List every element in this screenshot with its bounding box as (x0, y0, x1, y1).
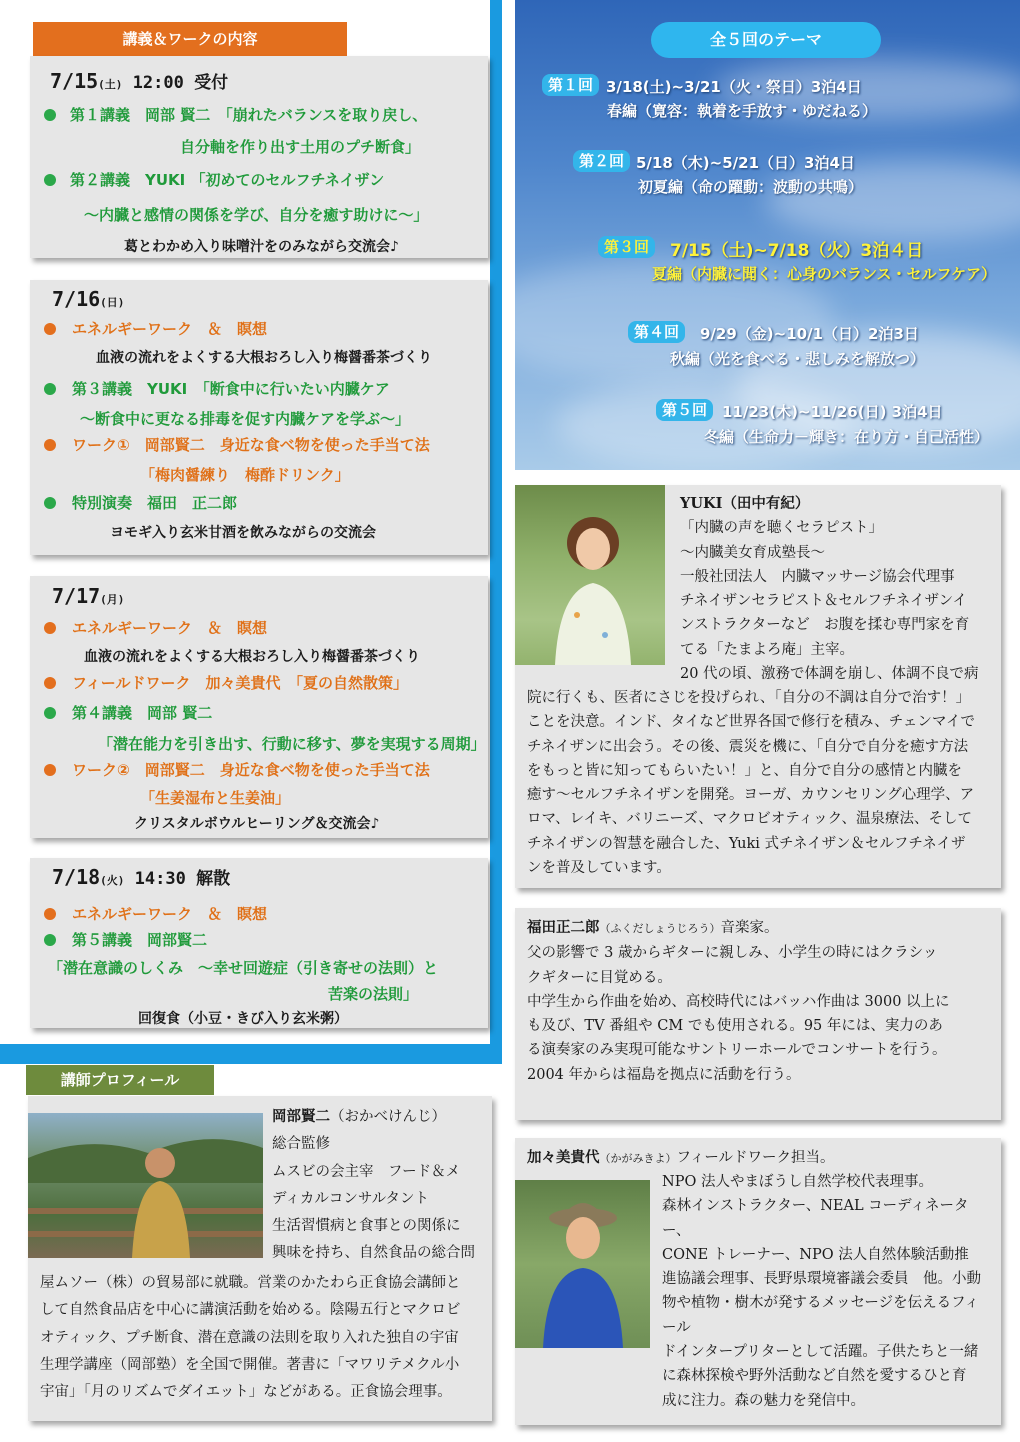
day2-line-4: ～断食中に更なる排毒を促す内臓ケアを学ぶ～」 (80, 410, 411, 428)
bullet-icon (44, 707, 56, 719)
day2-line-5: ワーク① 岡部賢二 身近な食べ物を使った手当て法 (72, 436, 430, 454)
kagami-profile-text: NPO 法人やまぼうし自然学校代表理事。 森林インストラクター、NEAL コーディネータ ー、 CONE トレーナー、NPO 法人自然体験活動推 進協議会理事、長野県環境審議会委員 他。小動 物や植物・樹木が発するメッセージを伝えるフィ ール ドインタープリターとして活躍。子供たちと一緒 に森林探検や野外活動など自然を愛するひと育 成に注力。森の魅力を発信中。 (662, 1174, 981, 1409)
day3-line-4: 第４講義 岡部 賢二 (72, 704, 213, 722)
blue-divider-vertical-lower (502, 470, 514, 1442)
themes-sky-panel (515, 0, 1020, 470)
okabe-profile-body: 屋ムソー（株）の貿易部に就職。営業のかたわら正食協会講師と して自然食品店を中心に講演活動を始める。陰陽五行とマクロビ オティック、プチ断食、潜在意識の法則を取り入れた独自の宇宙 生理学講座（岡部塾）を全国で開催。著書に「マワリテメクル小 宇宙」「月のリズムでダイエット」などがある。正食協会理事。 (40, 1275, 461, 1401)
bullet-icon (44, 908, 56, 920)
okabe-name: 岡部賢二 (272, 1108, 330, 1125)
theme-badge-5: 第５回 (656, 399, 713, 421)
day2-line-3: 第３講義 YUKI 「断食中に行いたい内臓ケア (72, 380, 390, 398)
day2-line-1: エネルギーワーク ＆ 瞑想 (72, 320, 268, 338)
theme-name-2: 初夏編（命の躍動：波動の共鳴） (638, 178, 864, 196)
day2-line-7: 特別演奏 福田 正二郎 (72, 494, 238, 512)
day4-line-3: 「潜在意識のしくみ ～幸せ回遊症（引き寄せの法則）と (48, 959, 439, 977)
profile-section-tab-label: 講師プロフィール (60, 1071, 180, 1089)
theme-badge-4: 第４回 (628, 321, 685, 343)
day4-line-5: 回復食（小豆・きび入り玄米粥） (138, 1011, 348, 1027)
theme-name-4: 秋編（光を食べる・悲しみを解放つ） (670, 350, 926, 368)
yuki-profile-body: 院に行くも、医者にさじを投げられ、「自分の不調は自分で治す！」 ことを決意。インド、タイなど世界各国で修行を積み、チェンマイで チネイザンに出会う。その後、震災を機に、「自分で自分を癒す方法 をもっと皆に知ってもらいたい！」と、自分で自分の感情と内臓を 癒す～セルフチネイザンを開発。ヨーガ、カウンセリング心理学、ア ロマ、レイキ、バリニーズ、マクロビオティック、温泉療法、そして チネイザンの智慧を融合した、Yuki 式チネイザン＆セルフチネイザ ンを普及しています。 (527, 690, 976, 877)
theme-dates-4: 9/29（金)~10/1（日）2泊3日 (700, 325, 919, 343)
theme-badge-2: 第２回 (573, 150, 630, 172)
day4-line-1: エネルギーワーク ＆ 瞑想 (72, 905, 268, 923)
bullet-icon (44, 622, 56, 634)
day-heading-0716: 7/16(日) (52, 287, 125, 311)
bullet-icon (44, 109, 56, 121)
day1-line-5: 葛とわかめ入り味噌汁をのみながら交流会♪ (124, 239, 399, 255)
theme-name-5: 冬編（生命力－輝き：在り方・自己活性） (704, 428, 990, 446)
themes-title: 全５回のテーマ (709, 30, 822, 49)
day2-line-2: 血液の流れをよくする大根おろし入り梅醤番茶づくり (96, 350, 432, 366)
yuki-profile-text: YUKI（田中有紀） 「内臓の声を聴くセラピスト」 ～内臓美女育成塾長～ 一般社団法人 内臓マッサージ協会代理事 チネイザンセラピスト＆セルフチネイザンイ ンストラクターなど お腹を揉む専門家を育 てる「たまよろ庵」主宰。 20 代の頃、激務で体調を崩し、体調不良で病 (680, 492, 992, 686)
day-heading-0718: 7/18(火) 14:30 解散 (52, 865, 231, 889)
day1-line-1: 第１講義 岡部 賢二 「崩れたバランスを取り戻し、 (70, 106, 428, 124)
bullet-icon (44, 677, 56, 689)
day4-line-2: 第５講義 岡部賢二 (72, 931, 208, 949)
theme-name-3: 夏編（内臓に聞く：心身のバランス・セルフケア） (652, 265, 997, 283)
day1-line-4: ～内臓と感情の関係を学び、自分を癒す助けに～」 (84, 206, 429, 224)
bullet-icon (44, 323, 56, 335)
bullet-icon (44, 383, 56, 395)
day3-line-5: 「潜在能力を引き出す、行動に移す、夢を実現する周期」 (98, 735, 486, 753)
theme-dates-3: 7/15（土)~7/18（火）3泊４日 (670, 241, 924, 261)
theme-name-1: 春編（寛容：執着を手放す・ゆだねる） (607, 102, 878, 120)
theme-badge-3: 第３回 (598, 236, 655, 258)
kagami-photo (515, 1180, 650, 1348)
bullet-icon (44, 497, 56, 509)
day2-line-8: ヨモギ入り玄米甘酒を飲みながらの交流会 (110, 525, 376, 541)
day3-line-3: フィールドワーク 加々美貴代 「夏の自然散策」 (72, 674, 409, 692)
bullet-icon (44, 439, 56, 451)
theme-dates-1: 3/18(土)~3/21（火・祭日）3泊4日 (606, 78, 862, 96)
day2-line-6: 「梅肉醤練り 梅酢ドリンク」 (140, 466, 350, 484)
day-heading-0717: 7/17(月) (52, 584, 125, 608)
yuki-name: YUKI（田中有紀） (680, 495, 810, 512)
day3-line-6: ワーク② 岡部賢二 身近な食べ物を使った手当て法 (72, 761, 430, 779)
lecture-section-tab-label: 講義＆ワークの内容 (122, 30, 258, 48)
kagami-heading: 加々美貴代（かがみきよ）フィールドワーク担当。 (527, 1149, 835, 1166)
blue-divider-horizontal (0, 1044, 502, 1064)
bullet-icon (44, 174, 56, 186)
day-heading-0715: 7/15(土) 12:00 受付 (50, 69, 229, 93)
fukuda-profile-text: 福田正二郎（ふくだしょうじろう）音楽家。 父の影響で 3 歳からギターに親しみ、小学生の時にはクラシッ クギターに目覚める。 中学生から作曲を始め、高校時代にはバッハ作曲は 3000 以上に も及び、TV 番組や CM でも使用される。95 年には、実力のあ る演奏家のみ実現可能なサントリーホールでコンサートを行う。 2004 年からは福島を拠点に活動を行う。 (527, 916, 997, 1087)
theme-dates-2: 5/18（木)~5/21（日）3泊4日 (636, 154, 855, 172)
okabe-photo (28, 1113, 263, 1258)
day1-line-2: 自分軸を作り出す土用のプチ断食」 (180, 138, 421, 156)
bullet-icon (44, 764, 56, 776)
day4-line-4: 苦楽の法則」 (328, 985, 419, 1003)
yuki-photo (515, 485, 665, 665)
day3-line-1: エネルギーワーク ＆ 瞑想 (72, 619, 268, 637)
day3-line-2: 血液の流れをよくする大根おろし入り梅醤番茶づくり (84, 649, 420, 665)
okabe-profile-text: 岡部賢二（おかべけんじ） 総合監修 ムスビの会主宰 フード＆メ ディカルコンサルタント 生活習慣病と食事との関係に 興味を持ち、自然食品の総合問 (272, 1108, 475, 1262)
blue-divider-vertical (490, 0, 502, 1045)
theme-dates-5: 11/23(木)~11/26(日) 3泊4日 (722, 403, 943, 421)
day1-line-3: 第２講義 YUKI 「初めてのセルフチネイザン (70, 171, 385, 189)
theme-badge-1: 第１回 (542, 74, 599, 96)
day3-line-7: 「生姜湿布と生姜油」 (140, 789, 291, 807)
day3-line-8: クリスタルボウルヒーリング＆交流会♪ (134, 816, 380, 832)
bullet-icon (44, 934, 56, 946)
fukuda-heading: 福田正二郎（ふくだしょうじろう）音楽家。 (527, 919, 779, 936)
